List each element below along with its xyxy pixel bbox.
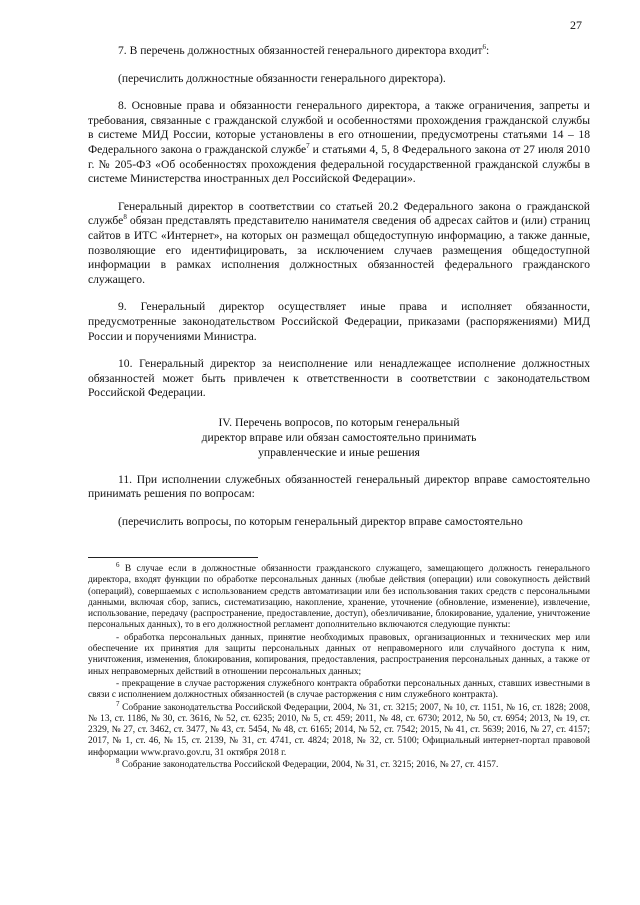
footnote-6-item-1: - обработка персональных данных, принятие необходимых правовых, организационных и технических мер или обеспечение их принятия для защиты персональных данных от неправомерного или случайного доступа к ним, уничтожения, изменения, блокирования, копирования, предоставления, распространения персональных данных, а также от иных неправомерных действий в отношении персональных данных;: [88, 632, 590, 677]
footnote-6: $^6$ В случае если в должностные обязанности гражданского служащего, замещающего должность генерального директора, входят функции по обработке персональных данных (любые действия (операции) или совокупность действий (операций), совершаемых с использованием средств автоматизации или без использования таких средств с персональными данными, включая сбор, запись, систематизацию, накопление, хранение, уточнение (обновление, изменение), извлечение, использование, передачу (распространение, предоставление, доступ), обезличивание, блокирование, удаление, уничтожение персональных данных), то в его должностной регламент дополнительно включаются следующие пункты:: [88, 560, 590, 631]
paragraph-11: 11. При исполнении служебных обязанностей генеральный директор вправе самостоятельно принимать решения по вопросам:: [88, 472, 590, 501]
footnote-6-item-2: - прекращение в случае расторжения служебного контракта обработки персональных данных, ставших известными в связи с исполнением должностных обязанностей (в случае расторжения с ним служебного контракта).: [88, 678, 590, 701]
footnote-ref-6: 6: [482, 43, 486, 52]
document-body: [88, 44, 590, 543]
paragraph-7: 7. В перечень должностных обязанностей генерального директора входит$^6$:: [118, 43, 490, 57]
paragraph-11-note: (перечислить вопросы, по которым генеральный директор вправе самостоятельно: [118, 515, 523, 529]
footnote-7: $^7$ Собрание законодательства Российской Федерации, 2004, № 31, ст. 3215; 2007, № 10, ст. 1151, № 16, ст. 1828; 2008, № 13, ст. 1186, № 30, ст. 3616, № 52, ст. 6235; 2010, № 5, ст. 459; 2011, № 48, ст. 6730; 2012, № 50, ст. 6954; 2013, № 19, ст. 2329, № 27, ст. 3462, ст. 3477, № 43, ст. 5454, № 48, ст. 6165; 2014, № 52, ст. 7542; 2015, № 41, ст. 5639; 2016, № 27, ст. 4157; 2017, № 1, ст. 46, № 15, ст. 2139, № 31, ст. 4741, ст. 4824; 2018, № 32, ст. 5100; Официальный интернет-портал правовой информации www.pravo.gov.ru, 31 октября 2018 г.: [88, 699, 590, 758]
paragraph-9: 9. Генеральный директор осуществляет иные права и исполняет обязанности, предусмотренные законодательством Российской Федерации, приказами (распоряжениями) МИД России и поручениями Министра.: [88, 300, 590, 343]
paragraph-internet-sites: Генеральный директор в соответствии со статьей 20.2 Федерального закона о гражданской службе$^8$ обязан представлять представителю нанимателя сведения об адресах сайтов и (или) страниц сайтов в ИТС «Интернет», на которых он размещал общедоступную информацию, а также данные, позволяющие его идентифицировать, за исключением случаев размещения общедоступной информации в рамках исполнения должностных обязанностей федерального гражданского служащего.: [88, 199, 590, 286]
footnotes: [88, 560, 590, 772]
page-number: 27: [570, 18, 582, 32]
footnote-separator: [88, 557, 258, 558]
footnote-ref-8: 8: [123, 213, 127, 222]
paragraph-7-note: (перечислить должностные обязанности генерального директора).: [118, 71, 446, 85]
footnote-ref-7: 7: [306, 142, 310, 151]
section-heading: IV. Перечень вопросов, по которым генеральный директор вправе или обязан самостоятельно принимать управленческие и иные решения: [201, 415, 477, 459]
footnote-8: $^8$ Собрание законодательства Российской Федерации, 2004, № 31, ст. 3215; 2016, № 27, ст. 4157.: [116, 756, 499, 771]
paragraph-8: 8. Основные права и обязанности генерального директора, а также ограничения, запреты и требования, связанные с гражданской службой и особенностями прохождения гражданской службы в системе МИД России, которые установлены в его отношении, предусмотрены статьями 14 – 18 Федерального закона о гражданской службе$^7$ и статьями 4, 5, 8 Федерального закона от 27 июля 2010 г. № 205-ФЗ «Об особенностях прохождения федеральной государственной гражданской службы в системе Министерства иностранных дел Российской Федерации».: [88, 99, 590, 186]
paragraph-10: 10. Генеральный директор за неисполнение или ненадлежащее исполнение должностных обязанностей может быть привлечен к ответственности в соответствии с законодательством Российской Федерации.: [88, 357, 590, 400]
